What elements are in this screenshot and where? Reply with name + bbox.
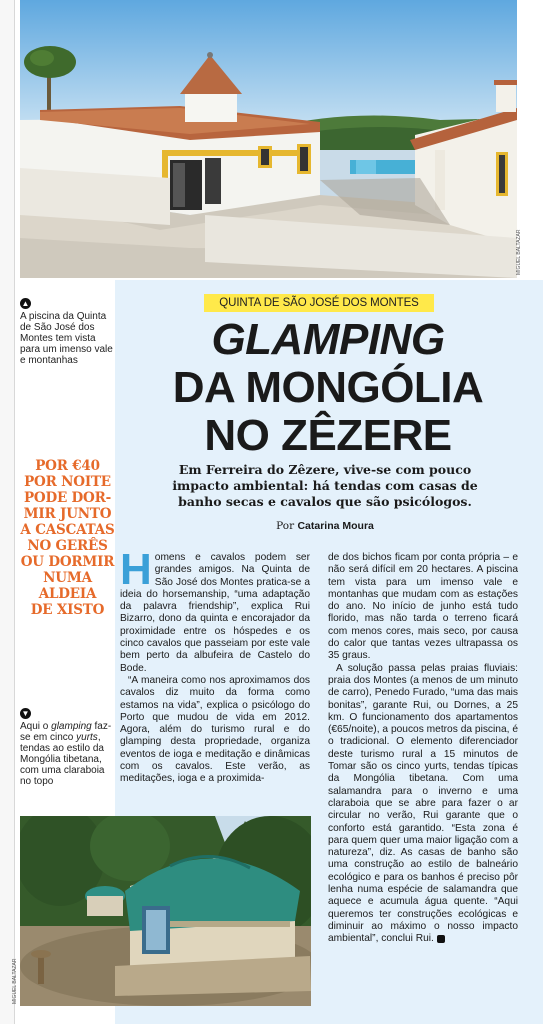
- headline-line-2: DA MONGÓLIA: [172, 363, 484, 412]
- yurt-illustration: [20, 816, 311, 1006]
- paragraph-text: A solução passa pelas praias fluviais: praia dos Montes (a menos de um minuto de carro), Penedo Furado, “uma das mais bonitas”, garante Rui, ou Dornes, a 25 km. O funcionamento dos apartamentos (€65/noite), a poucos metros da piscina, é o tradicional. O elemento diferenciador deste turismo rural a 15 minutos de Tomar são os cinco yurts, tendas típicas da Mongólia tibetana. Com uma salamandra para o inverno e uma claraboia que se abre para fazer o ar circular no verão, Rui garante que o conforto está garantido. “Esta zona é para quem quer uma maior ligação com a natureza”, diz. As casas de banho são uma construção ao estilo de balneário ecológico e para os banhos é preciso pôr lenha numa espécie de salamandra que aquece e acumula água quente. “Aqui queremos ter construções ecológicas e diminuir ao máximo o nosso impacto ambiental”, conclui Rui.: [328, 662, 518, 945]
- photo-credit: MIGUEL BALTAZAR: [516, 229, 522, 275]
- aside-line: A CASCATAS: [20, 522, 115, 538]
- aside-line: MIR JUNTO: [23, 506, 112, 522]
- kicker-label: QUINTA DE SÃO JOSÉ DOS MONTES: [204, 294, 434, 312]
- page-margin-strip: [0, 0, 15, 1024]
- headline-line-3: NO ZÊZERE: [204, 411, 452, 460]
- aside-line: ALDEIA: [38, 586, 97, 602]
- photo-caption-bottom: [20, 708, 115, 787]
- body-column-1: [120, 545, 310, 786]
- caption-emphasis: yurts: [76, 732, 98, 743]
- aside-line: POR €40: [35, 458, 100, 474]
- photo-caption-top: [20, 298, 115, 366]
- caption-text: Aqui o: [20, 721, 52, 732]
- caption-text: faz-se em cinco: [20, 721, 112, 743]
- body-paragraph: [328, 663, 518, 946]
- drop-cap: H: [120, 545, 152, 594]
- body-paragraph: [120, 545, 310, 675]
- byline: [160, 520, 490, 532]
- caption-text: , tendas ao estilo da Mongólia tibetana, com uma claraboia no topo: [20, 732, 105, 787]
- aside-line: POR NOITE: [24, 474, 111, 490]
- caption-arrow-down-icon: ▼: [21, 709, 30, 718]
- caption-emphasis: glamping: [51, 721, 92, 732]
- body-paragraph: de dos bichos ficam por conta própria – e não será difícil em 20 hectares. A piscina tem vista para um imenso vale e montanhas que mudam com as estações do ano. No início de junho está tudo florido, mas não tarda o terreno ficará com menos cores, mais seco, por causa do calor que tantas vezes ultrapassa os 35 graus.: [328, 552, 518, 662]
- headline: [118, 316, 538, 460]
- aside-line: PODE DOR-: [23, 490, 112, 506]
- aside-line: NUMA: [43, 570, 92, 586]
- body-paragraph: “A maneira como nos aproximamos dos cavalos diz muito da forma como estamos na vida”, explica o psicólogo do Porto que mudou de vida em 2012. Agora, além do turismo rural e do glamping desta propriedade, organiza eventos de ioga e meditação e dinâmicas com os cavalos. Este verão, as meditações, ioga e a proximida-: [120, 674, 310, 785]
- caption-text: A piscina da Quinta de São José dos Montes tem vista para um imenso vale e montanhas: [20, 311, 113, 366]
- quinta-illustration: [20, 0, 517, 278]
- end-of-article-icon: [437, 935, 445, 943]
- quinta-photo: [20, 0, 517, 278]
- photo-credit: MIGUEL BALTAZAR: [12, 958, 18, 1004]
- aside-line: DE XISTO: [30, 602, 105, 618]
- aside-line: NO GERÊS: [27, 538, 108, 554]
- byline-author: Catarina Moura: [297, 520, 374, 532]
- lead-paragraph: Em Ferreira do Zêzere, vive-se com pouco impacto ambiental: há tendas com casas de banho secas e cavalos que são psicólogos.: [172, 462, 478, 509]
- aside-teaser: [20, 458, 115, 618]
- yurt-photo: [20, 816, 311, 1006]
- headline-line-1: GLAMPING: [211, 315, 445, 364]
- caption-arrow-up-icon: ▲: [21, 299, 30, 308]
- body-column-2: [328, 552, 518, 946]
- byline-prefix: Por: [276, 520, 298, 532]
- paragraph-text: omens e cavalos podem ser grandes amigos. Na Quinta de São José dos Montes pratica-se a ideia do horsemanship, “uma adaptação da palavra friendship”, explica Rui Bizarro, dono da quinta e encorajador da proximidade entre os hóspedes e os cinco cavalos que passeiam por este vale bem perto da albufeira de Castelo do Bode.: [120, 552, 310, 674]
- aside-line: OU DORMIR: [20, 554, 115, 570]
